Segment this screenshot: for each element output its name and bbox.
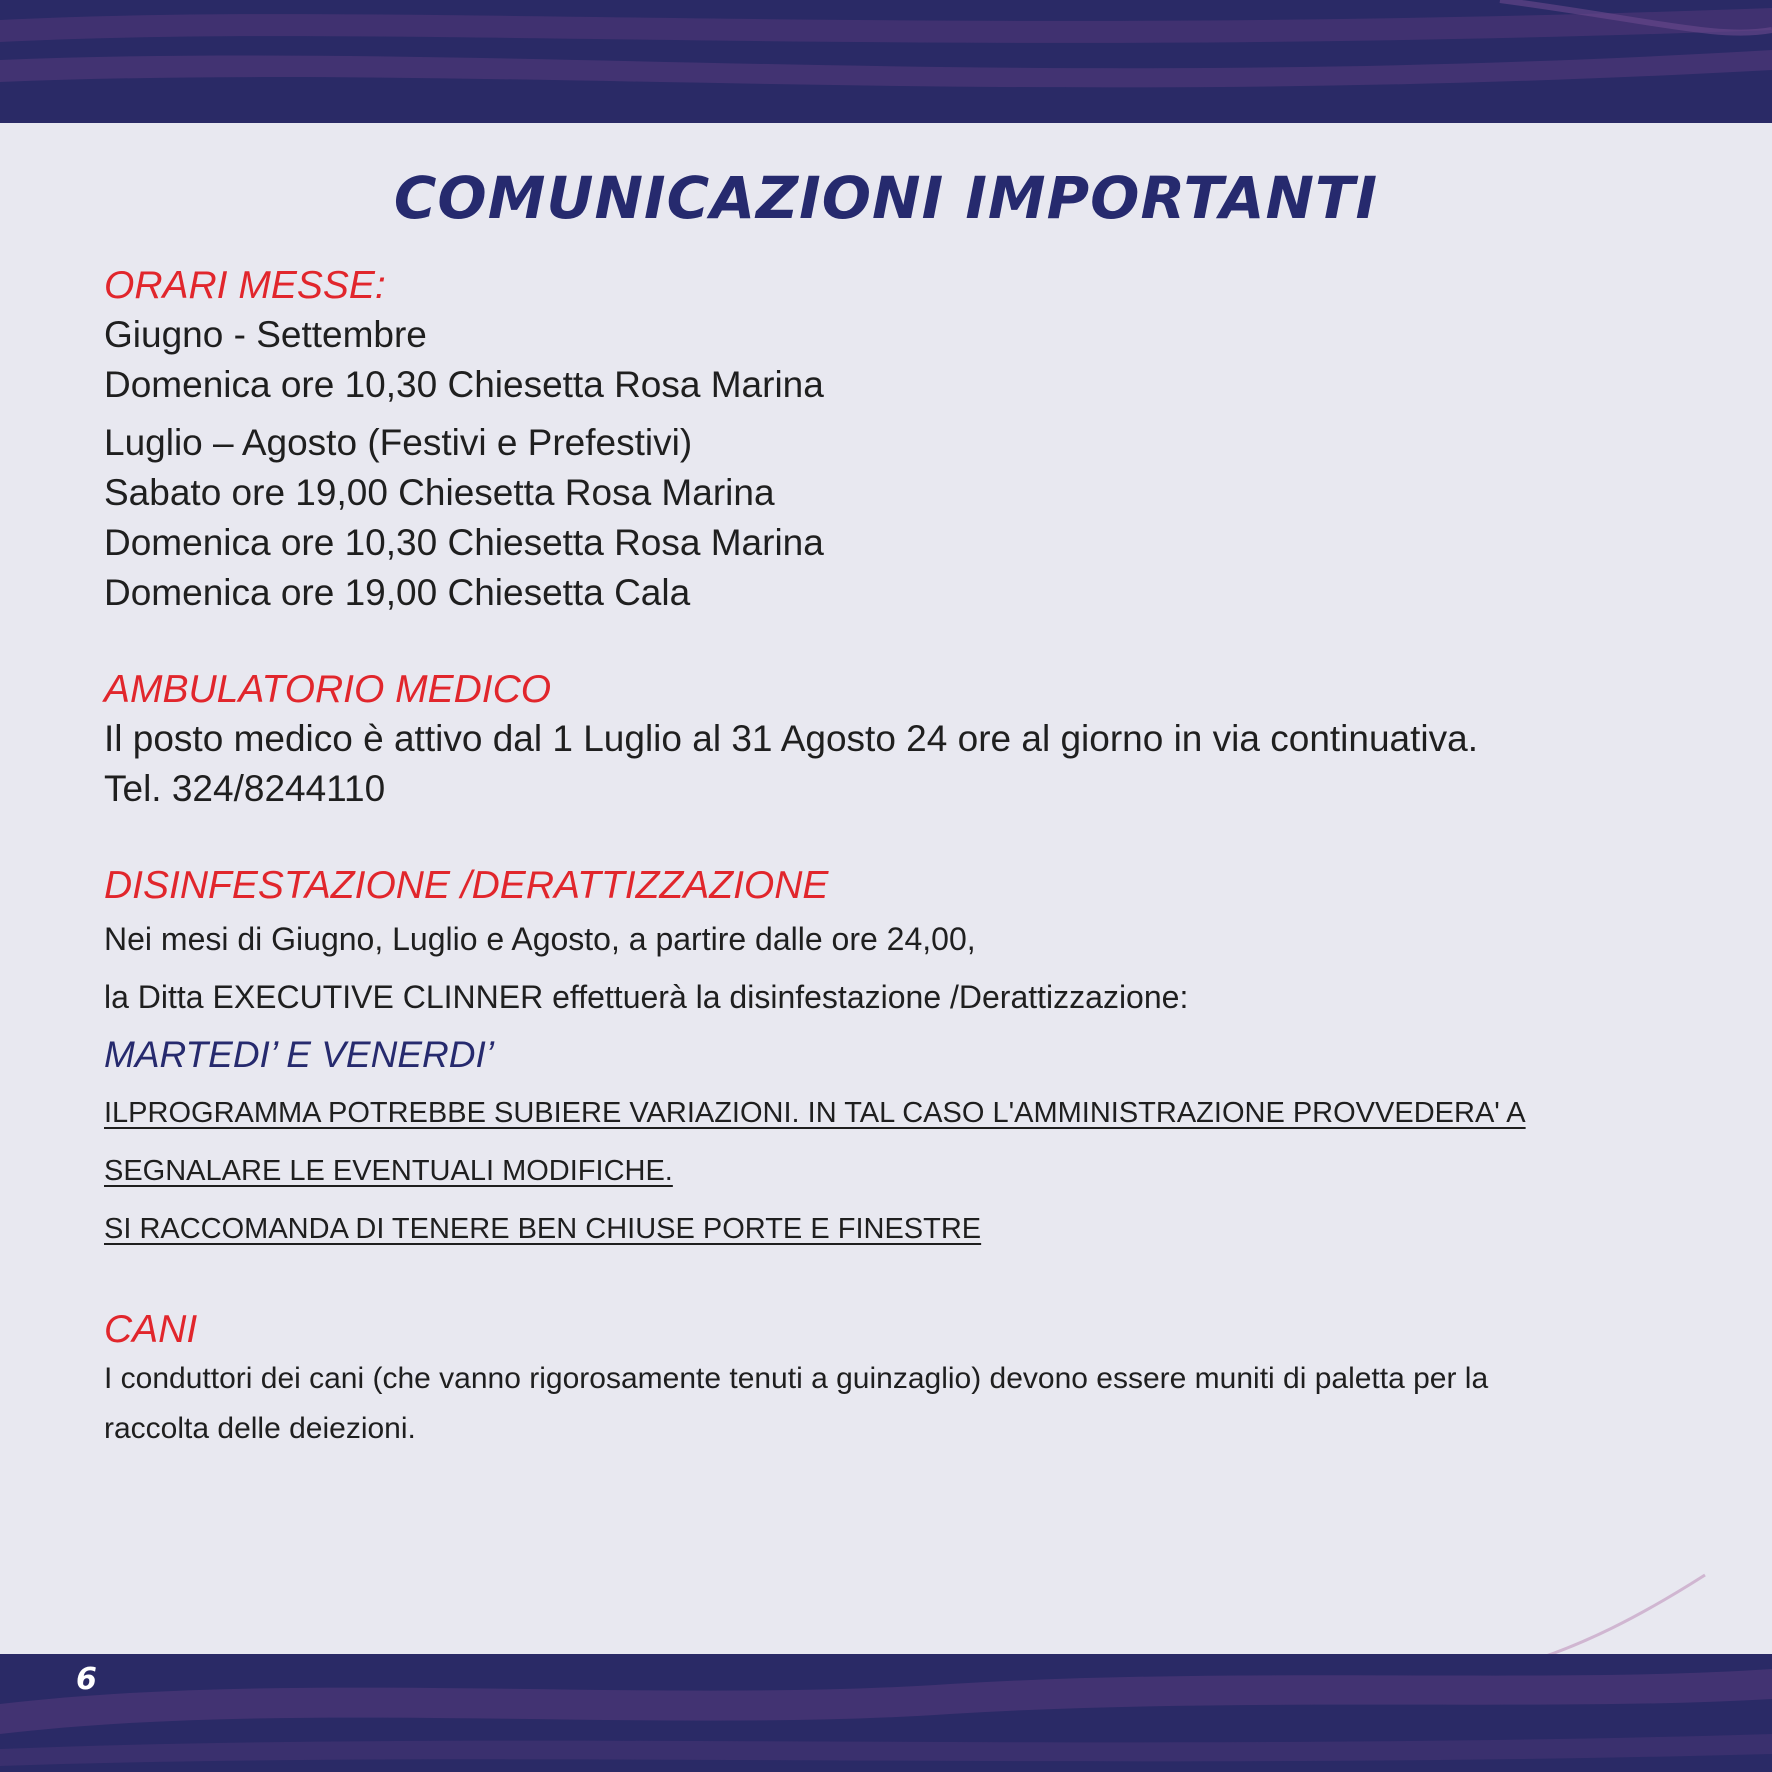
text-line: Domenica ore 10,30 Chiesetta Rosa Marina [104, 522, 824, 563]
section-disinfestazione [104, 862, 1704, 1258]
notice-line: SEGNALARE LE EVENTUALI MODIFICHE. [104, 1155, 673, 1187]
main-content [104, 262, 1704, 1454]
phone-number: Tel. 324/8244110 [104, 768, 386, 809]
top-decorative-band [0, 0, 1772, 123]
wave-decoration [0, 0, 1772, 123]
section-heading: CANI [104, 1308, 198, 1351]
notice-line: SI RACCOMANDA DI TENERE BEN CHIUSE PORTE E FINESTRE [104, 1213, 982, 1245]
text-line: raccolta delle deiezioni. [104, 1412, 416, 1445]
page-title: COMUNICAZIONI IMPORTANTI [393, 164, 1379, 232]
text-line: la Ditta EXECUTIVE CLINNER effettuerà la disinfestazione /Derattizzazione: [104, 979, 1189, 1015]
text-line: Domenica ore 10,30 Chiesetta Rosa Marina [104, 364, 824, 405]
text-line: I conduttori dei cani (che vanno rigorosamente tenuti a guinzaglio) devono essere muniti di paletta per la [104, 1362, 1489, 1395]
text-line: Domenica ore 19,00 Chiesetta Cala [104, 572, 691, 613]
wave-decoration [0, 1654, 1772, 1772]
page-number: 6 [76, 1662, 97, 1697]
section-heading: ORARI MESSE: [104, 264, 386, 307]
text-line: Il posto medico è attivo dal 1 Luglio al 31 Agosto 24 ore al giorno in via continuativa. [104, 718, 1478, 759]
bottom-decorative-band [0, 1654, 1772, 1772]
section-orari-messe [104, 262, 1704, 618]
section-ambulatorio-medico [104, 666, 1704, 814]
section-heading: AMBULATORIO MEDICO [104, 668, 552, 711]
text-line: Nei mesi di Giugno, Luglio e Agosto, a partire dalle ore 24,00, [104, 921, 976, 957]
notice-line: ILPROGRAMMA POTREBBE SUBIERE VARIAZIONI. IN TAL CASO L'AMMINISTRAZIONE PROVVEDERA' A [104, 1097, 1526, 1129]
section-heading: DISINFESTAZIONE /DERATTIZZAZIONE [104, 864, 829, 907]
section-cani [104, 1306, 1704, 1454]
text-line: Sabato ore 19,00 Chiesetta Rosa Marina [104, 472, 775, 513]
schedule-days: MARTEDI’ E VENERDI’ [104, 1034, 494, 1075]
text-line: Luglio – Agosto (Festivi e Prefestivi) [104, 422, 693, 463]
text-line: Giugno - Settembre [104, 314, 427, 355]
